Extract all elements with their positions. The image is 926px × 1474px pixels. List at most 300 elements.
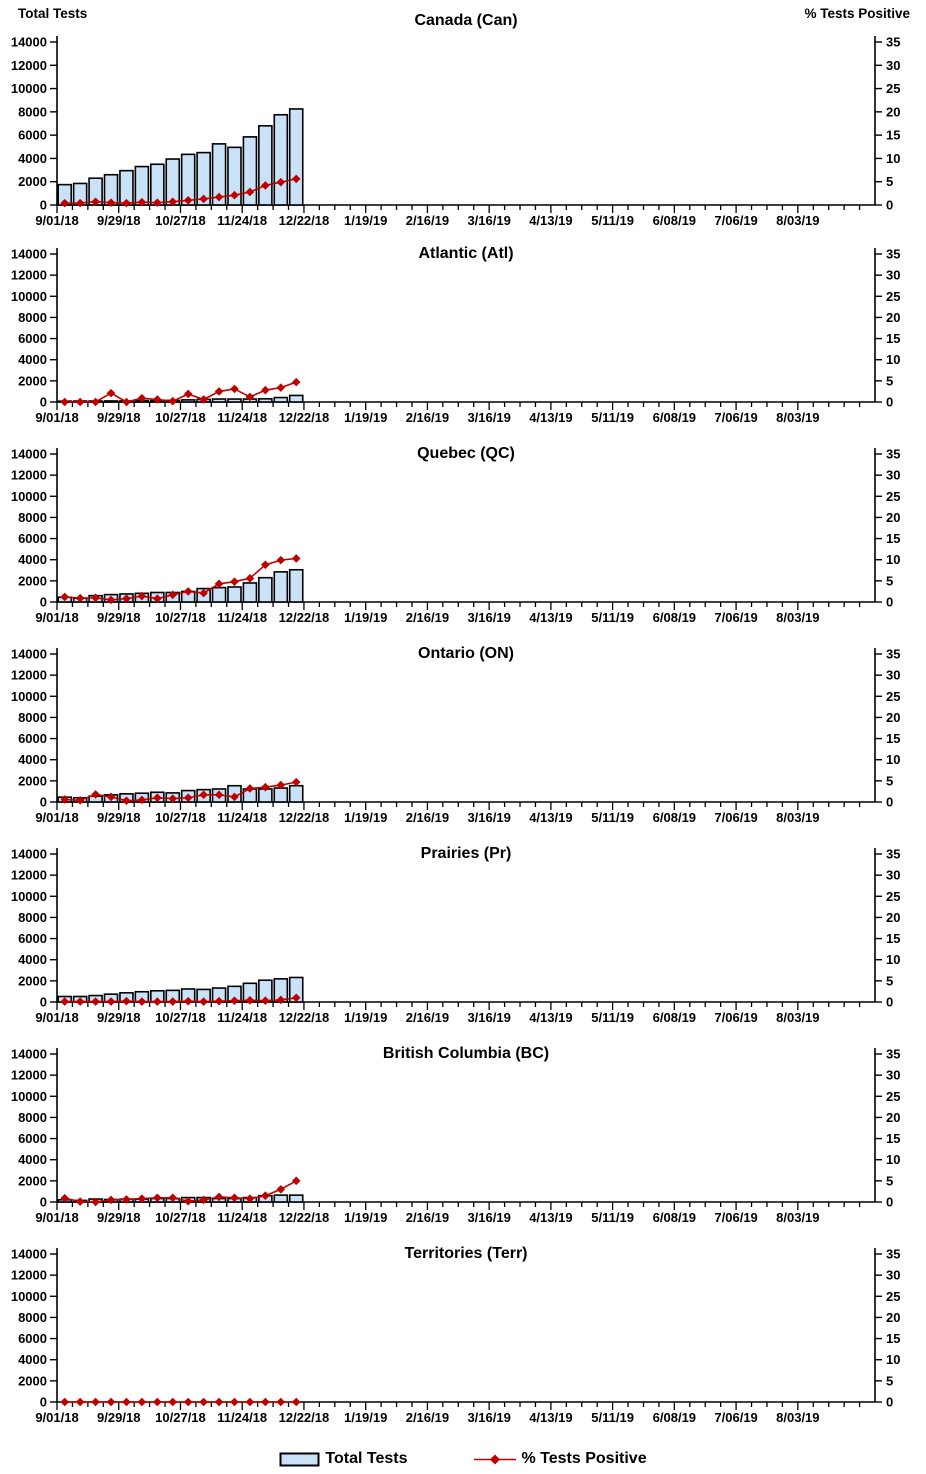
- right-axis-ticks: [875, 35, 900, 213]
- x-tick-label: 10/27/18: [155, 1210, 206, 1225]
- x-tick-label: 9/29/18: [97, 610, 141, 625]
- x-tick-label: 8/03/19: [776, 810, 820, 825]
- x-tick-label: 8/03/19: [776, 1010, 820, 1025]
- left-tick-label: 8000: [18, 909, 47, 925]
- left-tick-label: 6000: [18, 127, 47, 143]
- x-tick-label: 9/01/18: [35, 1010, 79, 1025]
- x-tick-label: 2/16/19: [405, 1410, 450, 1425]
- x-tick-label: 2/16/19: [405, 410, 450, 425]
- axes-lines: [57, 1048, 875, 1202]
- right-tick-label: 5: [886, 973, 894, 989]
- right-tick-label: 25: [886, 688, 901, 704]
- left-tick-label: 8000: [18, 709, 47, 725]
- chart-title: Prairies (Pr): [420, 845, 512, 862]
- chart-title: Territories (Terr): [404, 1245, 528, 1262]
- pct-positive-point-9/15/18: [91, 1398, 100, 1407]
- x-tick-label: 4/13/19: [529, 1010, 573, 1025]
- right-tick-label: 5: [886, 1173, 894, 1189]
- bar-12/01/18: [259, 399, 272, 402]
- x-tick-label: 11/24/18: [217, 1410, 268, 1425]
- left-tick-label: 6000: [18, 331, 47, 347]
- left-tick-label: 0: [39, 1194, 47, 1210]
- pct-positive-point-11/03/18: [199, 1398, 208, 1407]
- legend-total-tests-label: Total Tests: [325, 1450, 408, 1467]
- chart-svg-quebec-qc: [0, 430, 926, 630]
- chart-panel-british-columbia-bc: [0, 1030, 926, 1230]
- pct-positive-point-9/29/18: [122, 398, 131, 407]
- right-tick-label: 35: [886, 1046, 901, 1062]
- x-tick-label: 8/03/19: [776, 1410, 820, 1425]
- left-axis-ticks: [11, 35, 57, 213]
- left-tick-label: 14000: [10, 246, 47, 262]
- x-tick-label: 3/16/19: [467, 410, 511, 425]
- right-tick-label: 20: [886, 104, 901, 120]
- right-tick-label: 35: [886, 446, 901, 462]
- pct-positive-point-9/29/18: [122, 1398, 131, 1407]
- pct-positive-point-12/08/18: [276, 383, 285, 392]
- pct-positive-point-10/13/18: [153, 1398, 162, 1407]
- right-tick-label: 5: [886, 174, 894, 190]
- x-tick-label: 10/27/18: [155, 410, 206, 425]
- chart-legend: [0, 1444, 926, 1474]
- right-tick-label: 30: [886, 1067, 901, 1083]
- right-tick-label: 10: [886, 1152, 901, 1168]
- pct-positive-point-12/01/18: [261, 1398, 270, 1407]
- x-tick-label: 2/16/19: [405, 213, 450, 228]
- left-tick-label: 14000: [10, 34, 47, 50]
- x-tick-label: 6/08/19: [652, 1010, 697, 1025]
- bar-12/08/18: [274, 1195, 287, 1202]
- x-tick-label: 6/08/19: [652, 410, 697, 425]
- left-tick-label: 10000: [10, 488, 47, 504]
- x-tick-label: 1/19/19: [343, 1210, 388, 1225]
- total-tests-swatch-icon: [279, 1452, 321, 1467]
- chart-svg-canada-can: [0, 0, 926, 230]
- right-tick-label: 15: [886, 331, 901, 347]
- pct-positive-point-12/15/18: [292, 378, 301, 387]
- pct-positive-point-11/17/18: [230, 1398, 239, 1407]
- bar-12/08/18: [274, 572, 287, 602]
- x-tick-label: 10/27/18: [155, 610, 206, 625]
- right-tick-label: 35: [886, 246, 901, 262]
- right-tick-label: 20: [886, 509, 901, 525]
- right-tick-label: 10: [886, 552, 901, 568]
- x-tick-label: 1/19/19: [343, 213, 388, 228]
- x-tick-label: 10/27/18: [155, 213, 206, 228]
- x-tick-label: 5/11/19: [591, 1410, 634, 1425]
- x-tick-label: 4/13/19: [529, 213, 573, 228]
- x-tick-label: 9/01/18: [35, 1410, 79, 1425]
- x-tick-label: 8/03/19: [776, 1210, 820, 1225]
- pct-positive-point-12/15/18: [292, 1398, 301, 1407]
- right-tick-label: 25: [886, 488, 901, 504]
- pct-positive-point-12/15/18: [292, 1177, 301, 1186]
- left-tick-label: 4000: [18, 352, 47, 368]
- right-tick-label: 35: [886, 646, 901, 662]
- left-axis-ticks: [11, 447, 57, 610]
- left-tick-label: 2000: [18, 1373, 47, 1389]
- x-tick-label: 8/03/19: [776, 213, 820, 228]
- total-tests-bars: [58, 109, 303, 205]
- x-tick-label: 3/16/19: [467, 610, 511, 625]
- pct-positive-point-12/08/18: [276, 556, 285, 565]
- left-tick-label: 14000: [10, 446, 47, 462]
- left-tick-label: 4000: [18, 552, 47, 568]
- left-tick-label: 12000: [10, 1267, 47, 1283]
- x-tick-label: 6/08/19: [652, 610, 697, 625]
- left-tick-label: 6000: [18, 731, 47, 747]
- x-tick-label: 4/13/19: [529, 1410, 573, 1425]
- left-tick-label: 10000: [10, 81, 47, 97]
- pct-positive-point-12/01/18: [261, 386, 270, 395]
- x-tick-label: 11/24/18: [217, 410, 268, 425]
- x-tick-label: 11/24/18: [217, 810, 268, 825]
- bar-11/17/18: [228, 587, 241, 602]
- x-tick-label: 9/01/18: [35, 810, 79, 825]
- x-tick-label: 4/13/19: [529, 1210, 573, 1225]
- axes-lines: [57, 848, 875, 1002]
- chart-svg-prairies-pr: [0, 830, 926, 1030]
- left-tick-label: 0: [39, 394, 47, 410]
- left-tick-label: 0: [39, 1394, 47, 1410]
- x-tick-label: 5/11/19: [591, 1010, 634, 1025]
- right-tick-label: 15: [886, 931, 901, 947]
- x-tick-label: 12/22/18: [278, 1010, 330, 1025]
- right-tick-label: 10: [886, 952, 901, 968]
- pct-positive-point-9/08/18: [76, 1197, 85, 1206]
- right-tick-label: 0: [886, 594, 894, 610]
- right-tick-label: 0: [886, 1194, 894, 1210]
- right-tick-label: 30: [886, 667, 901, 683]
- left-tick-label: 10000: [10, 1088, 47, 1104]
- bar-11/17/18: [228, 399, 241, 402]
- bar-10/27/18: [182, 400, 195, 402]
- pct-positive-point-9/22/18: [107, 389, 116, 398]
- x-tick-label: 1/19/19: [343, 610, 388, 625]
- right-tick-label: 15: [886, 731, 901, 747]
- left-tick-label: 6000: [18, 1131, 47, 1147]
- x-tick-label: 6/08/19: [652, 213, 697, 228]
- right-tick-label: 25: [886, 1288, 901, 1304]
- x-tick-label: 3/16/19: [467, 810, 511, 825]
- x-tick-label: 4/13/19: [529, 810, 573, 825]
- right-tick-label: 30: [886, 267, 901, 283]
- pct-positive-point-10/20/18: [168, 397, 177, 406]
- right-tick-label: 30: [886, 57, 901, 73]
- right-axis-title: % Tests Positive: [804, 6, 910, 21]
- x-axis-ticks: [35, 205, 859, 228]
- x-tick-label: 12/22/18: [278, 1410, 330, 1425]
- x-tick-label: 7/06/19: [714, 1410, 758, 1425]
- x-tick-label: 8/03/19: [776, 610, 820, 625]
- right-tick-label: 25: [886, 1088, 901, 1104]
- x-tick-label: 1/19/19: [343, 1010, 388, 1025]
- x-axis-ticks: [35, 402, 859, 425]
- right-tick-label: 35: [886, 1246, 901, 1262]
- pct-positive-point-9/01/18: [60, 398, 69, 407]
- right-tick-label: 30: [886, 1267, 901, 1283]
- left-tick-label: 4000: [18, 1352, 47, 1368]
- x-tick-label: 7/06/19: [714, 610, 758, 625]
- legend-pct-positive: [472, 1451, 647, 1467]
- x-tick-label: 9/01/18: [35, 1210, 79, 1225]
- x-axis-ticks: [35, 1002, 859, 1025]
- left-tick-label: 2000: [18, 1173, 47, 1189]
- left-tick-label: 8000: [18, 1109, 47, 1125]
- chart-panel-canada-can: [0, 0, 926, 230]
- x-tick-label: 11/24/18: [217, 1010, 268, 1025]
- x-tick-label: 1/19/19: [343, 1410, 388, 1425]
- right-tick-label: 0: [886, 1394, 894, 1410]
- x-tick-label: 6/08/19: [652, 1410, 697, 1425]
- x-tick-label: 9/29/18: [97, 810, 141, 825]
- x-tick-label: 12/22/18: [278, 213, 330, 228]
- left-tick-label: 2000: [18, 373, 47, 389]
- right-tick-label: 35: [886, 846, 901, 862]
- left-tick-label: 8000: [18, 1309, 47, 1325]
- chart-title: Canada (Can): [414, 12, 518, 29]
- right-tick-label: 20: [886, 1309, 901, 1325]
- left-tick-label: 6000: [18, 1331, 47, 1347]
- x-tick-label: 7/06/19: [714, 1210, 758, 1225]
- x-tick-label: 10/27/18: [155, 1410, 206, 1425]
- left-tick-label: 12000: [10, 57, 47, 73]
- pct-positive-point-10/27/18: [184, 390, 193, 399]
- right-tick-label: 20: [886, 1109, 901, 1125]
- pct-positive-point-12/08/18: [276, 1398, 285, 1407]
- bar-12/08/18: [274, 788, 287, 802]
- right-tick-label: 15: [886, 531, 901, 547]
- x-tick-label: 12/22/18: [278, 810, 330, 825]
- bar-12/15/18: [290, 109, 303, 205]
- x-tick-label: 1/19/19: [343, 810, 388, 825]
- chart-svg-atlantic-atl: [0, 230, 926, 430]
- chart-title: Atlantic (Atl): [418, 245, 514, 262]
- pct-positive-point-9/01/18: [60, 1398, 69, 1407]
- left-tick-label: 10000: [10, 888, 47, 904]
- right-tick-label: 35: [886, 34, 901, 50]
- left-axis-ticks: [11, 1047, 57, 1210]
- axes-lines: [57, 648, 875, 802]
- right-tick-label: 30: [886, 867, 901, 883]
- right-tick-label: 10: [886, 352, 901, 368]
- left-tick-label: 0: [39, 197, 47, 213]
- right-tick-label: 20: [886, 309, 901, 325]
- x-tick-label: 10/27/18: [155, 1010, 206, 1025]
- left-tick-label: 4000: [18, 1152, 47, 1168]
- x-tick-label: 5/11/19: [591, 213, 634, 228]
- x-tick-label: 7/06/19: [714, 213, 758, 228]
- right-tick-label: 25: [886, 888, 901, 904]
- x-tick-label: 11/24/18: [217, 213, 268, 228]
- left-tick-label: 6000: [18, 531, 47, 547]
- pct-positive-point-10/06/18: [138, 1398, 147, 1407]
- right-tick-label: 5: [886, 1373, 894, 1389]
- x-tick-label: 12/22/18: [278, 410, 330, 425]
- right-tick-label: 30: [886, 467, 901, 483]
- left-tick-label: 10000: [10, 688, 47, 704]
- chart-title: Quebec (QC): [417, 445, 515, 462]
- right-tick-label: 15: [886, 1331, 901, 1347]
- x-tick-label: 9/29/18: [97, 1410, 141, 1425]
- right-axis-ticks: [875, 847, 900, 1010]
- bar-11/10/18: [213, 399, 226, 402]
- left-tick-label: 10000: [10, 1288, 47, 1304]
- right-tick-label: 0: [886, 197, 894, 213]
- x-tick-label: 9/01/18: [35, 610, 79, 625]
- pct-positive-point-11/17/18: [230, 577, 239, 586]
- left-axis-ticks: [11, 247, 57, 410]
- right-axis-ticks: [875, 1247, 900, 1410]
- chart-panel-prairies-pr: [0, 830, 926, 1030]
- right-tick-label: 10: [886, 150, 901, 166]
- right-tick-label: 5: [886, 573, 894, 589]
- x-tick-label: 3/16/19: [467, 213, 511, 228]
- x-tick-label: 2/16/19: [405, 810, 450, 825]
- x-tick-label: 9/29/18: [97, 1010, 141, 1025]
- left-axis-ticks: [11, 647, 57, 810]
- x-tick-label: 5/11/19: [591, 810, 634, 825]
- axes-lines: [57, 248, 875, 402]
- bar-12/08/18: [274, 115, 287, 205]
- left-axis-ticks: [11, 847, 57, 1010]
- right-axis-ticks: [875, 1047, 900, 1210]
- chart-panel-atlantic-atl: [0, 230, 926, 430]
- chart-title: Ontario (ON): [418, 645, 514, 662]
- left-tick-label: 8000: [18, 509, 47, 525]
- x-tick-label: 7/06/19: [714, 1010, 758, 1025]
- x-tick-label: 9/01/18: [35, 213, 79, 228]
- left-tick-label: 2000: [18, 573, 47, 589]
- right-tick-label: 25: [886, 288, 901, 304]
- pct-positive-point-9/15/18: [91, 398, 100, 407]
- pct-positive-point-11/24/18: [246, 1398, 255, 1407]
- chart-title: British Columbia (BC): [382, 1045, 550, 1062]
- x-tick-label: 9/01/18: [35, 410, 79, 425]
- left-tick-label: 14000: [10, 646, 47, 662]
- chart-svg-british-columbia-bc: [0, 1030, 926, 1230]
- left-tick-label: 12000: [10, 267, 47, 283]
- x-tick-label: 7/06/19: [714, 410, 758, 425]
- x-tick-label: 2/16/19: [405, 1210, 450, 1225]
- right-tick-label: 20: [886, 909, 901, 925]
- x-tick-label: 10/27/18: [155, 810, 206, 825]
- left-tick-label: 2000: [18, 773, 47, 789]
- legend-pct-positive-label: % Tests Positive: [521, 1450, 647, 1467]
- x-tick-label: 11/24/18: [217, 610, 268, 625]
- x-tick-label: 5/11/19: [591, 610, 634, 625]
- right-tick-label: 20: [886, 709, 901, 725]
- right-tick-label: 25: [886, 81, 901, 97]
- x-axis-ticks: [35, 1402, 859, 1425]
- x-tick-label: 1/19/19: [343, 410, 388, 425]
- left-tick-label: 14000: [10, 1246, 47, 1262]
- x-tick-label: 6/08/19: [652, 1210, 697, 1225]
- left-axis-title: Total Tests: [18, 6, 88, 21]
- axes-lines: [57, 1248, 875, 1402]
- x-tick-label: 9/29/18: [97, 213, 141, 228]
- left-tick-label: 12000: [10, 867, 47, 883]
- pct-positive-point-9/08/18: [76, 1398, 85, 1407]
- bar-12/15/18: [290, 570, 303, 602]
- x-tick-label: 3/16/19: [467, 1210, 511, 1225]
- x-tick-label: 12/22/18: [278, 610, 330, 625]
- left-tick-label: 0: [39, 794, 47, 810]
- left-tick-label: 4000: [18, 952, 47, 968]
- left-tick-label: 8000: [18, 309, 47, 325]
- pct-positive-line-icon: [472, 1452, 518, 1467]
- right-tick-label: 5: [886, 773, 894, 789]
- pct-positive-point-9/22/18: [107, 1398, 116, 1407]
- right-tick-label: 10: [886, 752, 901, 768]
- left-tick-label: 4000: [18, 752, 47, 768]
- x-tick-label: 9/29/18: [97, 410, 141, 425]
- right-tick-label: 10: [886, 1352, 901, 1368]
- left-tick-label: 2000: [18, 973, 47, 989]
- left-tick-label: 14000: [10, 846, 47, 862]
- pct-positive-point-9/22/18: [107, 1196, 116, 1205]
- right-tick-label: 0: [886, 994, 894, 1010]
- left-axis-ticks: [11, 1247, 57, 1410]
- chart-panel-quebec-qc: [0, 430, 926, 630]
- left-tick-label: 2000: [18, 174, 47, 190]
- x-axis-ticks: [35, 602, 859, 625]
- pct-positive-point-12/15/18: [292, 554, 301, 563]
- x-axis-ticks: [35, 802, 859, 825]
- chart-svg-ontario-on: [0, 630, 926, 830]
- pct-positive-point-11/10/18: [215, 387, 224, 396]
- x-tick-label: 6/08/19: [652, 810, 697, 825]
- left-tick-label: 8000: [18, 104, 47, 120]
- bar-12/01/18: [259, 578, 272, 602]
- x-tick-label: 2/16/19: [405, 1010, 450, 1025]
- left-tick-label: 14000: [10, 1046, 47, 1062]
- x-tick-label: 8/03/19: [776, 410, 820, 425]
- x-tick-label: 12/22/18: [278, 1210, 330, 1225]
- x-tick-label: 4/13/19: [529, 610, 573, 625]
- bar-9/22/18: [105, 401, 118, 402]
- chart-panel-territories-terr: [0, 1230, 926, 1444]
- x-tick-label: 2/16/19: [405, 610, 450, 625]
- left-tick-label: 12000: [10, 1067, 47, 1083]
- x-axis-ticks: [35, 1202, 859, 1225]
- left-tick-label: 12000: [10, 467, 47, 483]
- pct-positive-point-10/20/18: [168, 1398, 177, 1407]
- axes-lines: [57, 448, 875, 602]
- bar-11/24/18: [243, 583, 256, 602]
- pct-positive-point-9/08/18: [76, 398, 85, 407]
- x-tick-label: 9/29/18: [97, 1210, 141, 1225]
- x-tick-label: 7/06/19: [714, 810, 758, 825]
- left-tick-label: 0: [39, 594, 47, 610]
- x-tick-label: 3/16/19: [467, 1010, 511, 1025]
- right-axis-ticks: [875, 647, 900, 810]
- right-axis-ticks: [875, 247, 900, 410]
- right-tick-label: 15: [886, 1131, 901, 1147]
- x-tick-label: 4/13/19: [529, 410, 573, 425]
- right-tick-label: 5: [886, 373, 894, 389]
- bar-12/15/18: [290, 1195, 303, 1202]
- bar-12/08/18: [274, 398, 287, 402]
- x-tick-label: 3/16/19: [467, 1410, 511, 1425]
- right-tick-label: 0: [886, 394, 894, 410]
- legend-total-tests: [279, 1451, 407, 1467]
- x-tick-label: 5/11/19: [591, 410, 634, 425]
- left-tick-label: 4000: [18, 150, 47, 166]
- left-tick-label: 6000: [18, 931, 47, 947]
- pct-positive-point-12/08/18: [276, 1185, 285, 1194]
- pct-positive-point-11/10/18: [215, 1398, 224, 1407]
